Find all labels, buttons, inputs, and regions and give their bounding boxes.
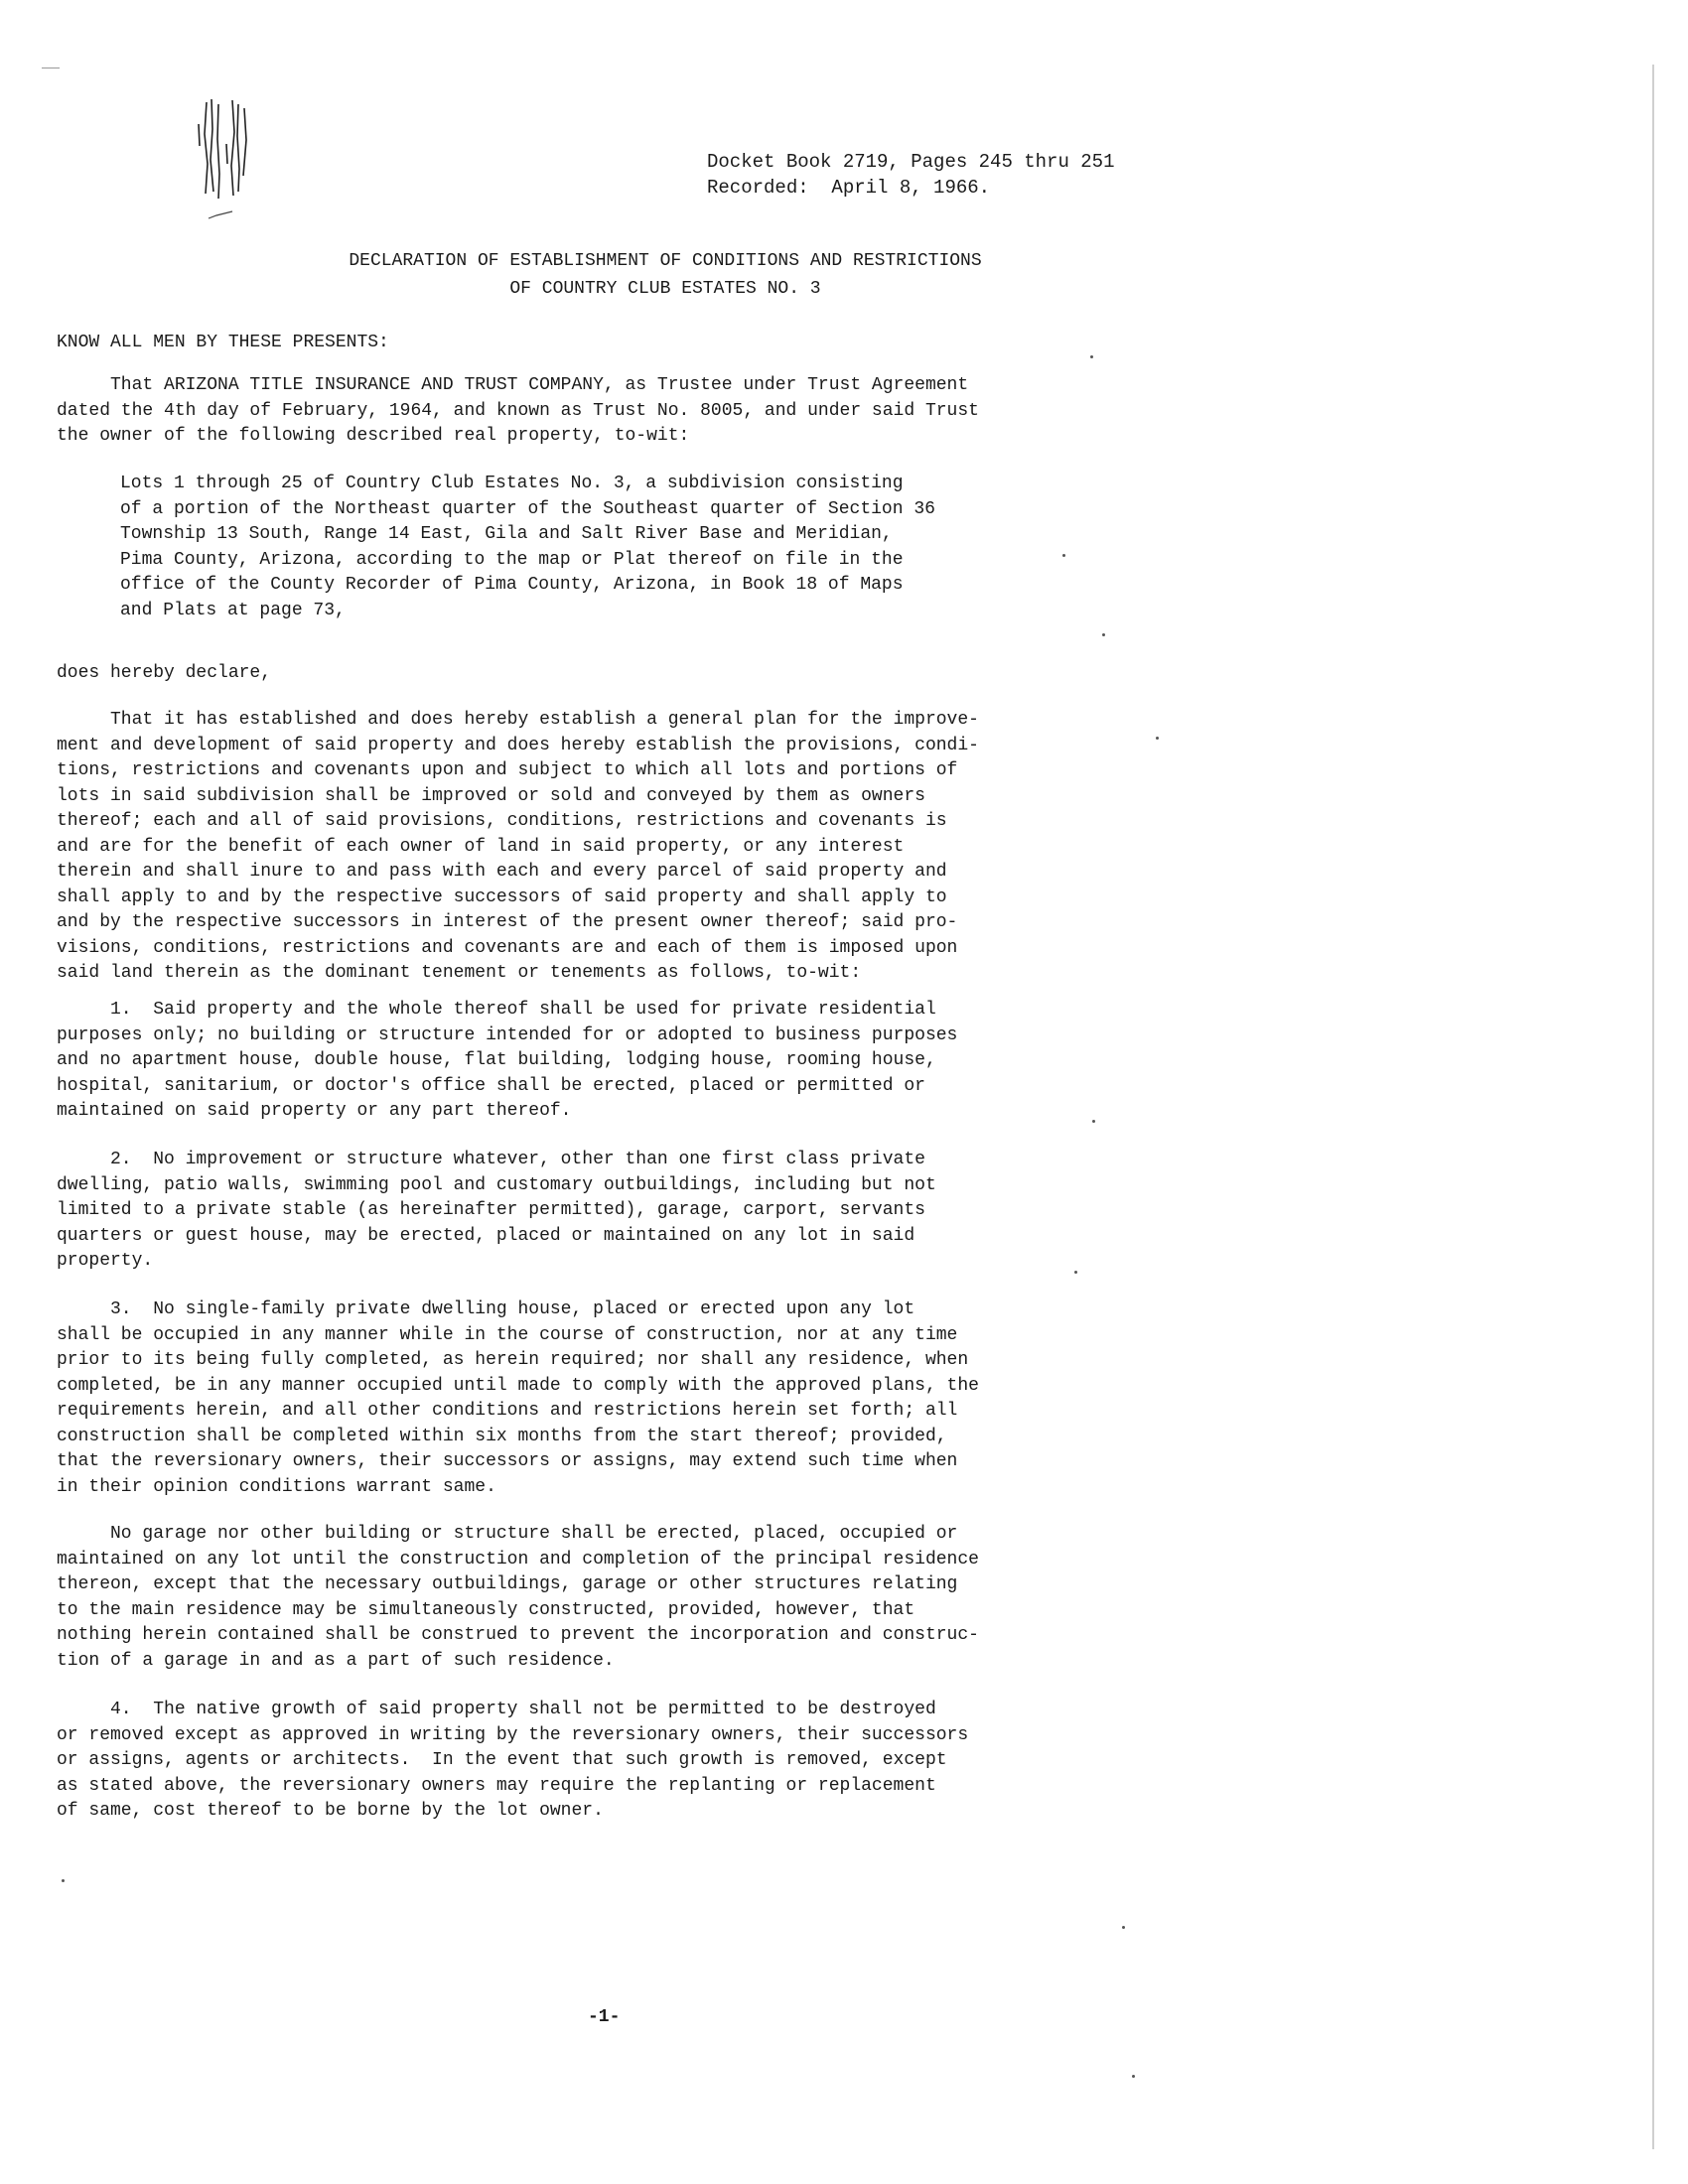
scan-speck (1102, 633, 1105, 636)
intro-paragraph: That ARIZONA TITLE INSURANCE AND TRUST COMPANY, as Trustee under Trust Agreement dated the 4th day of February, 1964, and known as Trust No. 8005, and under said Trust the owner of the following described real property, to-wit: (57, 375, 979, 446)
garage-paragraph: No garage nor other building or structure shall be erected, placed, occupied or maintained on any lot until the construction and completion of the principal residence thereon, except that the necessary outbuildings, garage or other structures relating to the main residence may be simultaneously constructed, provided, however, that nothing herein contained shall be construed to prevent the incorporation and construc- tion of a garage in and as a part of such residence. (57, 1524, 979, 1671)
scan-speck (1090, 355, 1093, 358)
scan-edge-line (1652, 65, 1654, 2149)
restriction-item-1: 1. Said property and the whole thereof shall be used for private residential purposes only; no building or structure intended for or adopted to business purposes and no apartment house, double house, flat building, lodging house, rooming house, hospital, sanitarium, or doctor's office shall be erected, placed or permitted or maintained on said property or any part thereof. (57, 1000, 958, 1121)
scan-speck (1074, 1271, 1077, 1274)
document-title-line-1: DECLARATION OF ESTABLISHMENT OF CONDITIONS AND RESTRICTIONS (349, 251, 982, 271)
recorded-line: Recorded: April 8, 1966. (707, 177, 991, 199)
binder-hole-marks (189, 94, 268, 233)
docket-header (707, 149, 1114, 201)
docket-line: Docket Book 2719, Pages 245 thru 251 (707, 151, 1115, 173)
document-title-line-2: OF COUNTRY CLUB ESTATES NO. 3 (509, 279, 821, 299)
property-description: Lots 1 through 25 of Country Club Estates No. 3, a subdivision consisting of a portion of the Northeast quarter of the Southeast quarter of Section 36 Township 13 South, Range 14 East, Gila and Salt River Base and Meridian, Pima County, Arizona, according to the map or Plat thereof on file in the office of the County Recorder of Pima County, Arizona, in Book 18 of Maps and Plats at page 73, (120, 474, 935, 620)
salutation: KNOW ALL MEN BY THESE PRESENTS: (57, 333, 389, 352)
scan-speck (1092, 1120, 1095, 1123)
declaration-line: does hereby declare, (57, 663, 272, 683)
scan-speck (62, 1879, 65, 1882)
restriction-item-2: 2. No improvement or structure whatever, other than one first class private dwelling, patio walls, swimming pool and customary outbuildings, including but not limited to a private stable (as hereinafter permitted), garage, carport, servants quarters or guest house, may be erected, placed or maintained on any lot in said property. (57, 1150, 936, 1271)
scan-speck (1132, 2075, 1135, 2078)
restriction-item-4: 4. The native growth of said property shall not be permitted to be destroyed or removed except as approved in writing by the reversionary owners, their successors or assigns, agents or architects. In the event that such growth is removed, except as stated above, the reversionary owners may require the replanting or replacement of same, cost thereof to be borne by the lot owner. (57, 1700, 969, 1821)
scan-speck (1062, 554, 1065, 557)
page-number: -1- (588, 2007, 621, 2027)
restriction-item-3: 3. No single-family private dwelling house, placed or erected upon any lot shall be occupied in any manner while in the course of construction, nor at any time prior to its being fully completed, as herein required; nor shall any residence, when completed, be in any manner occupied until made to comply with the approved plans, the requirements herein, and all other conditions and restrictions herein set forth; all construction shall be completed within six months from the start thereof; provided, that the reversionary owners, their successors or assigns, may extend such time when in their opinion conditions warrant same. (57, 1299, 979, 1497)
general-plan-paragraph: That it has established and does hereby establish a general plan for the improve- ment and development of said property and does hereby establish the provisions, condi- tions, restrictions and covenants upon and subject to which all lots and portions of lots in said subdivision shall be improved or sold and conveyed by them as owners thereof; each and all of said provisions, conditions, restrictions and covenants is and are for the benefit of each owner of land in said property, or any interest therein and shall inure to and pass with each and every parcel of said property and shall apply to and by the respective successors of said property and shall apply to and by the respective successors in interest of the present owner thereof; said pro- visions, conditions, restrictions and covenants are and each of them is imposed upon said land therein as the dominant tenement or tenements as follows, to-wit: (57, 710, 979, 983)
scan-speck (1122, 1926, 1125, 1929)
scan-speck (1156, 737, 1159, 740)
